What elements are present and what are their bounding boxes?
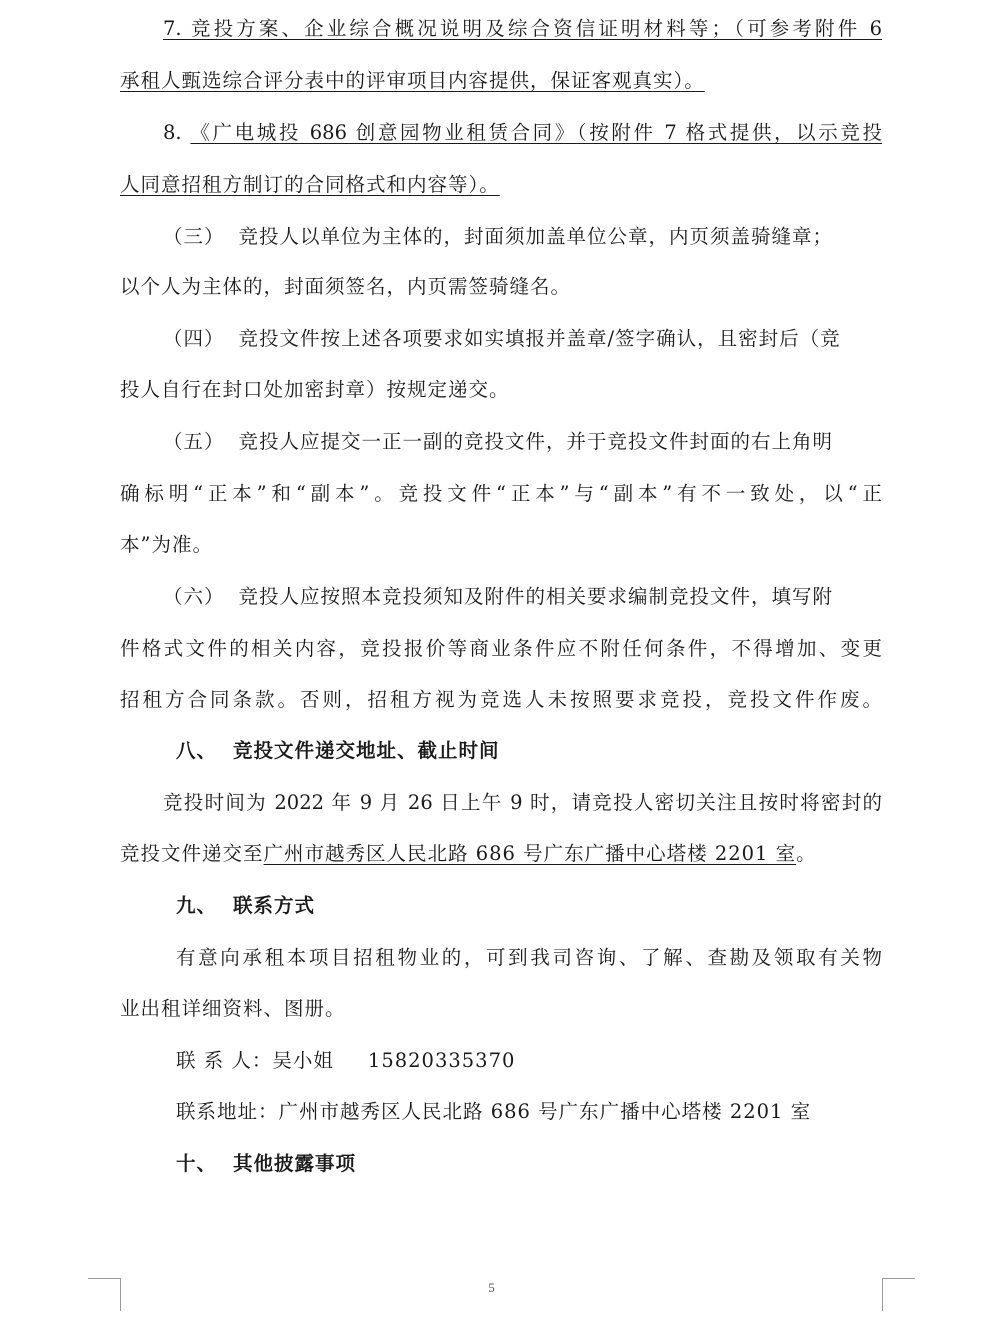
para-6-line-3: 招租方合同条款。否则，招租方视为竞选人未按照要求竞投，竞投文件作废。 — [120, 688, 882, 711]
section-8-heading — [176, 736, 876, 766]
para-5-line-2: 确标明“正本”和“副本”。竞投文件“正本”与“副本”有不一致处，以“正 — [120, 482, 882, 505]
item-7-line-2-text: 承租人甄选综合评分表中的评审项目内容提供，保证客观真实）。 — [120, 69, 705, 92]
item-8-line-2-text: 人同意招租方制订的合同格式和内容等）。 — [120, 173, 500, 196]
para-5-label: （五） — [163, 430, 225, 453]
contact-person-label: 联 系 人：吴小姐 — [176, 1049, 334, 1072]
para-5-line-3: 本”为准。 — [120, 533, 213, 556]
page-number: 5 — [488, 1280, 495, 1295]
para-3-line-2: 以个人为主体的，封面须签名，内页需签骑缝名。 — [120, 275, 572, 298]
para-3-label: （三） — [163, 225, 225, 248]
item-8-contract-title: 《广电城投 686 创意园物业租赁合同》 — [190, 121, 577, 144]
item-7-line-1: 7. 竞投方案、企业综合概况说明及综合资信证明材料等；（可参考附件 6 — [163, 17, 882, 40]
para-6-label: （六） — [163, 585, 225, 608]
section-9-title: 联系方式 — [233, 894, 316, 917]
submission-address: 广州市越秀区人民北路 686 号广东广播中心塔楼 2201 室 — [263, 842, 797, 865]
section-9-line-1: 有意向承租本项目招租物业的，可到我司咨询、了解、查勘及领取有关物 — [176, 946, 882, 969]
item-7-line-2 — [120, 66, 882, 96]
section-8-line-1: 竞投时间为 2022 年 9 月 26 日上午 9 时，请竞投人密切关注且按时将密封的 — [163, 791, 882, 814]
item-8-line-1 — [163, 118, 882, 148]
section-9-number: 九、 — [176, 894, 218, 917]
section-10-number: 十、 — [176, 1152, 218, 1175]
section-9-line-2: 业出租详细资料、图册。 — [120, 997, 346, 1020]
para-3-line-1 — [163, 222, 882, 252]
section-9-heading — [176, 891, 876, 921]
para-6-line-1 — [163, 582, 882, 612]
section-8-line-2-pre: 竞投文件递交至 — [120, 842, 264, 865]
section-8-line-2-post: 。 — [796, 842, 817, 865]
section-10-title: 其他披露事项 — [233, 1152, 357, 1175]
para-5-text-1: 竞投人应提交一正一副的竞投文件，并于竞投文件封面的右上角明 — [238, 430, 834, 453]
para-4-line-1 — [163, 324, 882, 354]
item-8-line-2 — [120, 170, 882, 200]
section-10-heading — [176, 1149, 876, 1179]
para-6-text-1: 竞投人应按照本竞投须知及附件的相关要求编制竞投文件，填写附 — [238, 585, 834, 608]
para-4-text-1: 竞投文件按上述各项要求如实填报并盖章/签字确认，且密封后（竞 — [238, 327, 841, 350]
para-5-line-1 — [163, 427, 882, 457]
section-8-title: 竞投文件递交地址、截止时间 — [233, 739, 500, 762]
para-6-line-2: 件格式文件的相关内容，竞投报价等商业条件应不附任何条件，不得增加、变更 — [120, 637, 882, 660]
para-4-label: （四） — [163, 327, 225, 350]
para-4-line-2: 投人自行在封口处加密封章）按规定递交。 — [120, 378, 510, 401]
item-8-number: 8. — [163, 121, 191, 144]
contact-person — [176, 1046, 876, 1076]
contact-address: 联系地址：广州市越秀区人民北路 686 号广东广播中心塔楼 2201 室 — [176, 1100, 812, 1123]
contact-phone: 15820335370 — [367, 1049, 516, 1072]
section-8-line-2 — [120, 839, 882, 869]
item-8-line-1-rest: （按附件 7 格式提供，以示竞投 — [576, 121, 882, 144]
section-8-number: 八、 — [176, 739, 218, 762]
para-3-text-1: 竞投人以单位为主体的，封面须加盖单位公章，内页须盖骑缝章； — [238, 225, 834, 248]
